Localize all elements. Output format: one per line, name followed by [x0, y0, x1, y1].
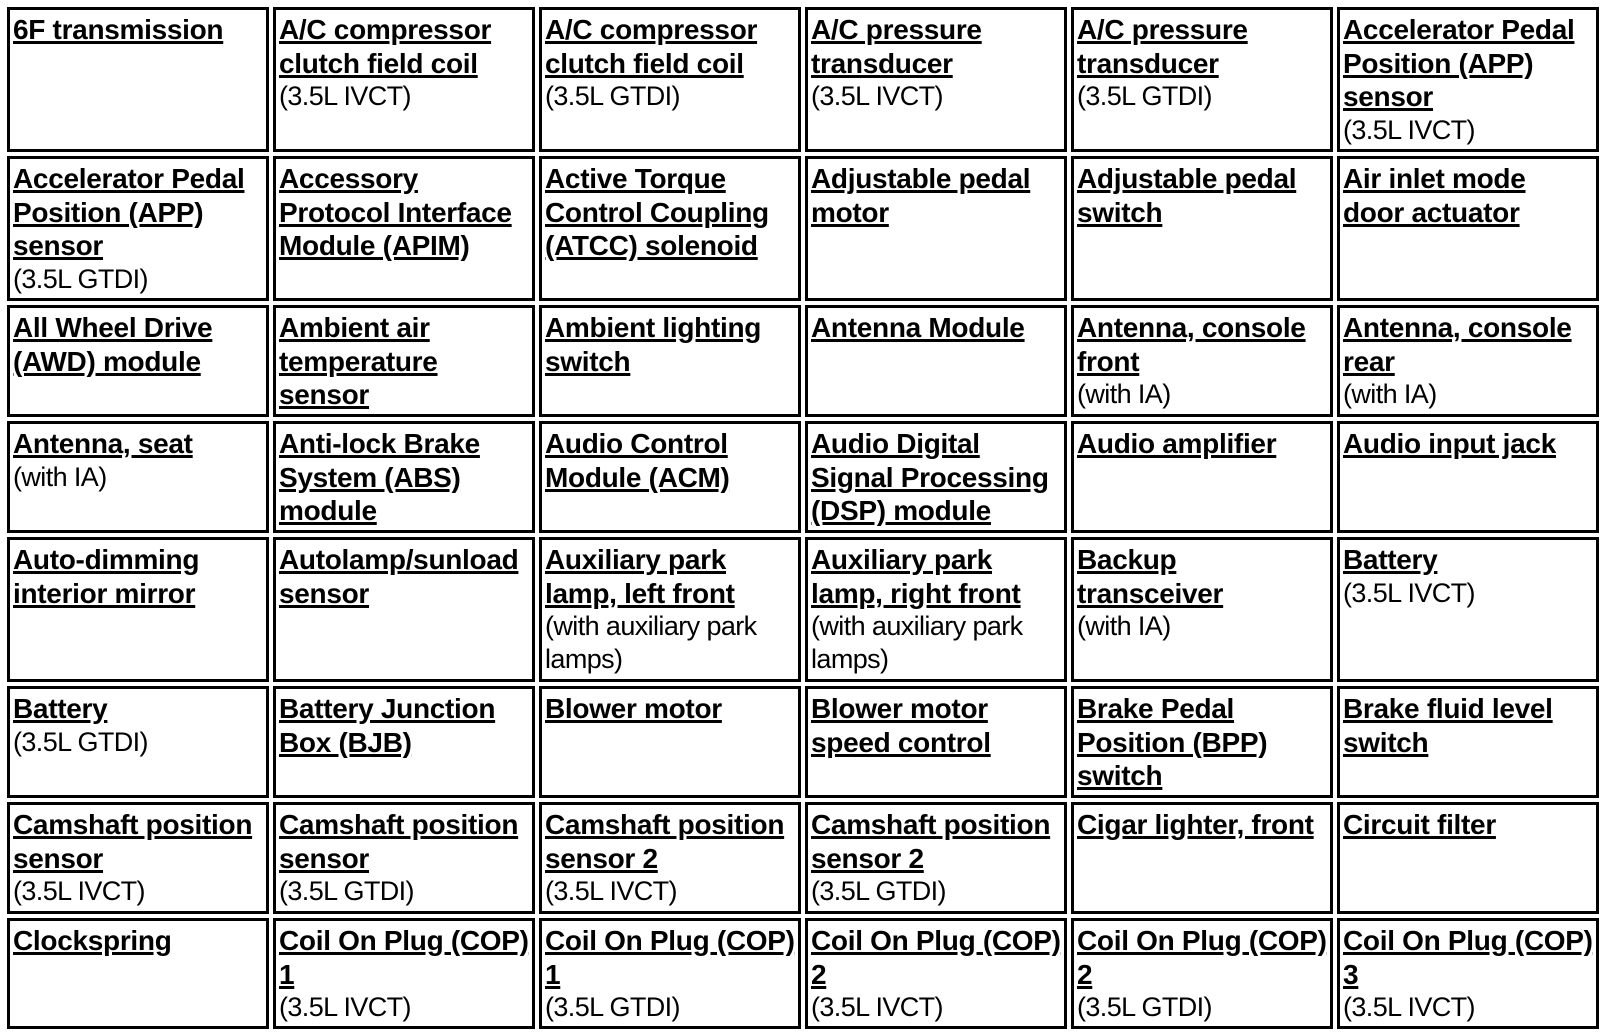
table-cell: [273, 7, 535, 152]
component-note: (3.5L GTDI): [279, 876, 414, 906]
table-cell: [1071, 156, 1333, 301]
component-note: (3.5L IVCT): [811, 81, 943, 111]
table-cell: [1337, 802, 1599, 914]
component-link[interactable]: Coil On Plug (COP) 1: [279, 925, 529, 990]
component-link[interactable]: Audio input jack: [1343, 428, 1556, 459]
table-cell: [539, 918, 801, 1029]
component-link[interactable]: Clockspring: [13, 925, 172, 956]
component-link[interactable]: Ambient air temperature sensor: [279, 312, 438, 410]
table-cell: [539, 802, 801, 914]
component-note: (3.5L GTDI): [13, 726, 148, 757]
table-row: [7, 802, 1599, 914]
component-link[interactable]: Active Torque Control Coupling (ATCC) solenoid: [545, 163, 769, 261]
component-link[interactable]: Auxiliary park lamp, right front: [811, 544, 1021, 609]
component-link[interactable]: A/C pressure transducer: [811, 14, 982, 79]
table-cell: [539, 305, 801, 417]
table-row: [7, 305, 1599, 417]
component-note: (with IA): [13, 461, 107, 492]
component-link[interactable]: Cigar lighter, front: [1077, 809, 1314, 840]
component-link[interactable]: Circuit filter: [1343, 809, 1496, 840]
component-link[interactable]: A/C compressor clutch field coil: [279, 14, 492, 79]
component-link[interactable]: Backup transceiver: [1077, 544, 1224, 609]
table-cell: [7, 7, 269, 152]
component-link[interactable]: Audio Digital Signal Processing (DSP) module: [811, 428, 1049, 526]
component-link[interactable]: Accessory Protocol Interface Module (APIM): [279, 163, 512, 261]
component-link[interactable]: Anti-lock Brake System (ABS) module: [279, 428, 480, 526]
table-cell: [273, 421, 535, 533]
table-cell: [1071, 537, 1333, 682]
table-cell: [1071, 802, 1333, 914]
component-note: (with auxiliary park lamps): [811, 611, 1023, 674]
table-cell: [7, 537, 269, 682]
component-note: (with IA): [1343, 379, 1437, 409]
component-note: (3.5L GTDI): [545, 992, 680, 1022]
component-link[interactable]: Blower motor speed control: [811, 693, 991, 758]
table-cell: [1071, 7, 1333, 152]
component-note: (3.5L IVCT): [1343, 577, 1475, 608]
table-cell: [805, 686, 1067, 798]
table-cell: [7, 686, 269, 798]
component-link[interactable]: Audio Control Module (ACM): [545, 428, 730, 493]
component-note: (3.5L IVCT): [1343, 992, 1475, 1022]
table-cell: [805, 7, 1067, 152]
table-cell: [1337, 421, 1599, 533]
component-link[interactable]: Brake fluid level switch: [1343, 693, 1553, 758]
table-cell: [1337, 686, 1599, 798]
component-link[interactable]: Battery: [13, 693, 108, 724]
component-link[interactable]: Auxiliary park lamp, left front: [545, 544, 735, 609]
component-note: (3.5L IVCT): [1343, 114, 1475, 145]
component-link[interactable]: Antenna Module: [811, 312, 1025, 343]
table-cell: [1337, 156, 1599, 301]
table-cell: [1071, 918, 1333, 1029]
component-note: (with auxiliary park lamps): [545, 611, 757, 674]
table-cell: [7, 802, 269, 914]
table-row: [7, 156, 1599, 301]
component-link[interactable]: Accelerator Pedal Position (APP) sensor: [13, 163, 245, 261]
table-cell: [1337, 305, 1599, 417]
table-cell: [539, 156, 801, 301]
table-cell: [7, 156, 269, 301]
component-note: (3.5L IVCT): [13, 876, 145, 906]
component-note: (3.5L IVCT): [279, 992, 411, 1022]
component-link[interactable]: Antenna, seat: [13, 428, 193, 459]
table-row: [7, 537, 1599, 682]
component-note: (3.5L GTDI): [1077, 992, 1212, 1022]
table-cell: [273, 802, 535, 914]
table-cell: [805, 537, 1067, 682]
component-note: (3.5L GTDI): [1077, 81, 1212, 111]
component-link[interactable]: Battery Junction Box (BJB): [279, 693, 496, 758]
component-note: (with IA): [1077, 379, 1171, 409]
component-link[interactable]: Brake Pedal Position (BPP) switch: [1077, 693, 1268, 791]
component-note: (3.5L IVCT): [811, 992, 943, 1022]
table-cell: [539, 686, 801, 798]
component-link[interactable]: Coil On Plug (COP) 1: [545, 925, 795, 990]
component-link[interactable]: A/C compressor clutch field coil: [545, 14, 758, 79]
component-link[interactable]: Blower motor: [545, 693, 722, 724]
component-link[interactable]: Auto-dimming interior mirror: [13, 544, 200, 609]
component-link[interactable]: All Wheel Drive (AWD) module: [13, 312, 213, 377]
component-note: (3.5L GTDI): [545, 81, 680, 111]
component-note: (3.5L GTDI): [13, 263, 148, 294]
table-cell: [805, 802, 1067, 914]
table-cell: [805, 156, 1067, 301]
table-cell: [805, 421, 1067, 533]
table-cell: [1337, 918, 1599, 1029]
component-link[interactable]: Accelerator Pedal Position (APP) sensor: [1343, 14, 1575, 112]
component-index-body: [7, 7, 1599, 1029]
component-link[interactable]: Adjustable pedal motor: [811, 163, 1031, 228]
component-link[interactable]: Camshaft position sensor 2: [545, 809, 785, 874]
table-cell: [273, 537, 535, 682]
component-index-table: [3, 3, 1600, 1033]
table-cell: [7, 305, 269, 417]
table-cell: [1071, 305, 1333, 417]
component-link[interactable]: Camshaft position sensor: [279, 809, 519, 874]
table-cell: [1071, 421, 1333, 533]
component-link[interactable]: Antenna, console rear: [1343, 312, 1572, 377]
table-cell: [273, 305, 535, 417]
table-cell: [7, 918, 269, 1029]
table-cell: [1337, 537, 1599, 682]
table-cell: [7, 421, 269, 533]
table-cell: [1071, 686, 1333, 798]
component-note: (3.5L IVCT): [545, 876, 677, 906]
table-cell: [539, 7, 801, 152]
component-link[interactable]: Coil On Plug (COP) 2: [1077, 925, 1327, 990]
table-cell: [1337, 7, 1599, 152]
component-link[interactable]: Ambient lighting switch: [545, 312, 762, 377]
component-note: (3.5L GTDI): [811, 876, 946, 906]
table-cell: [539, 537, 801, 682]
component-link[interactable]: 6F transmission: [13, 14, 224, 45]
table-cell: [273, 686, 535, 798]
table-row: [7, 686, 1599, 798]
component-link[interactable]: Adjustable pedal switch: [1077, 163, 1297, 228]
component-link[interactable]: Coil On Plug (COP) 3: [1343, 925, 1593, 990]
table-cell: [805, 305, 1067, 417]
component-link[interactable]: A/C pressure transducer: [1077, 14, 1248, 79]
component-link[interactable]: Autolamp/sunload sensor: [279, 544, 519, 609]
component-link[interactable]: Audio amplifier: [1077, 428, 1277, 459]
component-note: (3.5L IVCT): [279, 81, 411, 111]
component-link[interactable]: Antenna, console front: [1077, 312, 1306, 377]
component-link[interactable]: Air inlet mode door actuator: [1343, 163, 1526, 228]
table-row: [7, 7, 1599, 152]
table-cell: [805, 918, 1067, 1029]
component-link[interactable]: Battery: [1343, 544, 1438, 575]
table-cell: [273, 918, 535, 1029]
component-link[interactable]: Camshaft position sensor 2: [811, 809, 1051, 874]
table-row: [7, 918, 1599, 1029]
table-row: [7, 421, 1599, 533]
table-cell: [273, 156, 535, 301]
component-note: (with IA): [1077, 611, 1171, 641]
table-cell: [539, 421, 801, 533]
component-link[interactable]: Camshaft position sensor: [13, 809, 253, 874]
component-link[interactable]: Coil On Plug (COP) 2: [811, 925, 1061, 990]
